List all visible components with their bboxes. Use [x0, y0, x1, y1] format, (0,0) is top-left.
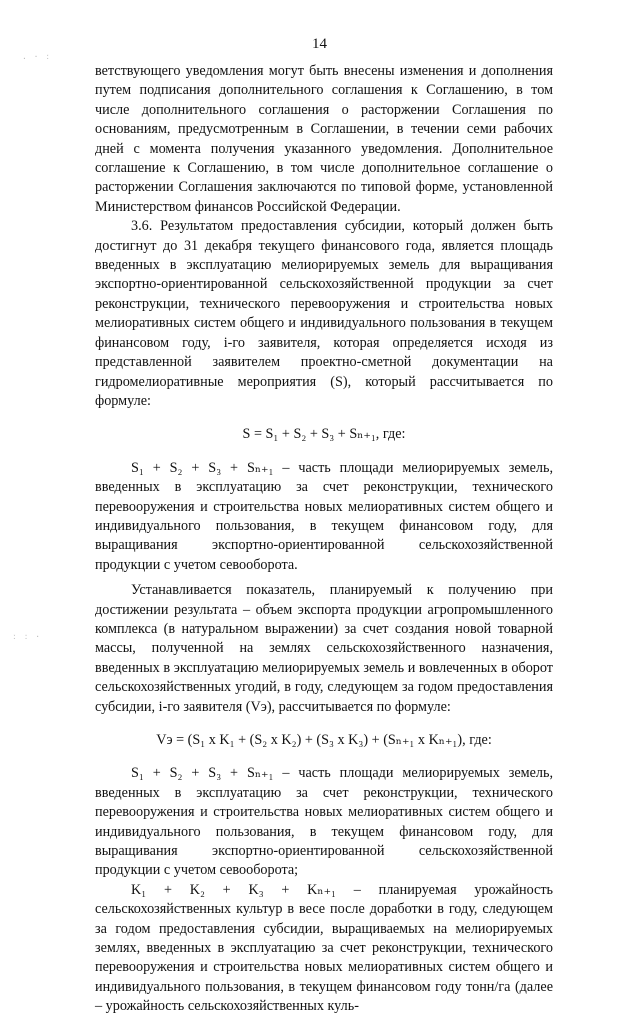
paragraph-indicator: Устанавливается показатель, планируемый к получению при достижении результата – объем экспорта продукции агропромышленного комплекса (в натуральном выражении) за счет создания новой товарной массы, полученной на землях сельскохозяйственного назначения, введенных в эксплуатацию мелиорируемых земель и вовлеченных в оборот сельскохозяйственных угодий, в году, следующем за годом предоставления субсидии, i-го заявителя (Vэ), рассчитывается по формуле:: [95, 582, 553, 715]
paragraph-s-definition-2: S₁ + S₂ + S₃ + Sₙ₊₁ – часть площади мелиорируемых земель, введенных в эксплуатацию за счет реконструкции, технического перевооружения и строительства новых мелиоративных систем общего и индивидуального пользования, в текущем финансовом году, для выращивания экспортно-ориентированной сельскохозяйственной продукции с учетом севооборота;: [95, 765, 553, 879]
document-body: [95, 62, 553, 1017]
paragraph-s-definition: S₁ + S₂ + S₃ + Sₙ₊₁ – часть площади мелиорируемых земель, введенных в эксплуатацию за счет реконструкции, технического перевооружения и строительства новых мелиоративных систем общего и индивидуального пользования, в текущем финансовом году, для выращивания экспортно-ориентированной сельскохозяйственной продукции с учетом севооборота.: [95, 459, 553, 573]
paragraph-k-definition: K₁ + K₂ + K₃ + Kₙ₊₁ – планируемая урожайность сельскохозяйственных культур в весе после доработки в году, следующем за годом предоставления субсидии, выращиваемых на мелиорируемых землях, введенных в эксплуатацию за счет реконструкции, технического перевооружения и строительства новых мелиоративных систем общего и индивидуального пользования, в текущем финансовом году тонн/га (далее – урожайность сельскохозяйственных куль-: [95, 881, 553, 1015]
paragraph-3-6: 3.6. Результатом предоставления субсидии, который должен быть достигнут до 31 декабря текущего финансового года, является площадь введенных в эксплуатацию мелиорируемых земель для выращивания экспортно-ориентированной сельскохозяйственной продукции за счет реконструкции, технического перевооружения и строительства новых мелиоративных систем общего и индивидуального пользования в текущем финансовом году, i-го заявителя, которая определяется исходя из представленной заявителем проектно-сметной документации на гидромелиоративные мероприятия (S), который рассчитывается по формуле:: [95, 218, 553, 409]
scan-artifact: . · ː: [22, 52, 52, 61]
formula-v: Vэ = (S₁ x K₁ + (S₂ x K₂) + (S₃ x K₃) + (Sₙ₊₁ x Kₙ₊₁), где:: [156, 732, 492, 748]
paragraph-continuation: ветствующего уведомления могут быть внесены изменения и дополнения путем подписания дополнительного соглашения к Соглашению, в том числе дополнительного соглашения о расторжении Соглашения по основаниям, предусмотренным в Соглашении, в течении семи рабочих дней с момента получения указанного уведомления. Дополнительное соглашение к Соглашению, в том числе дополнительное соглашение о расторжении Соглашения заключаются по типовой форме, установленной Министерством финансов Российской Федерации.: [95, 63, 553, 215]
formula-s: S = S₁ + S₂ + S₃ + Sₙ₊₁, где:: [242, 426, 406, 443]
scan-artifact: ː ː ·: [12, 632, 42, 641]
page-number: 14: [312, 36, 327, 52]
